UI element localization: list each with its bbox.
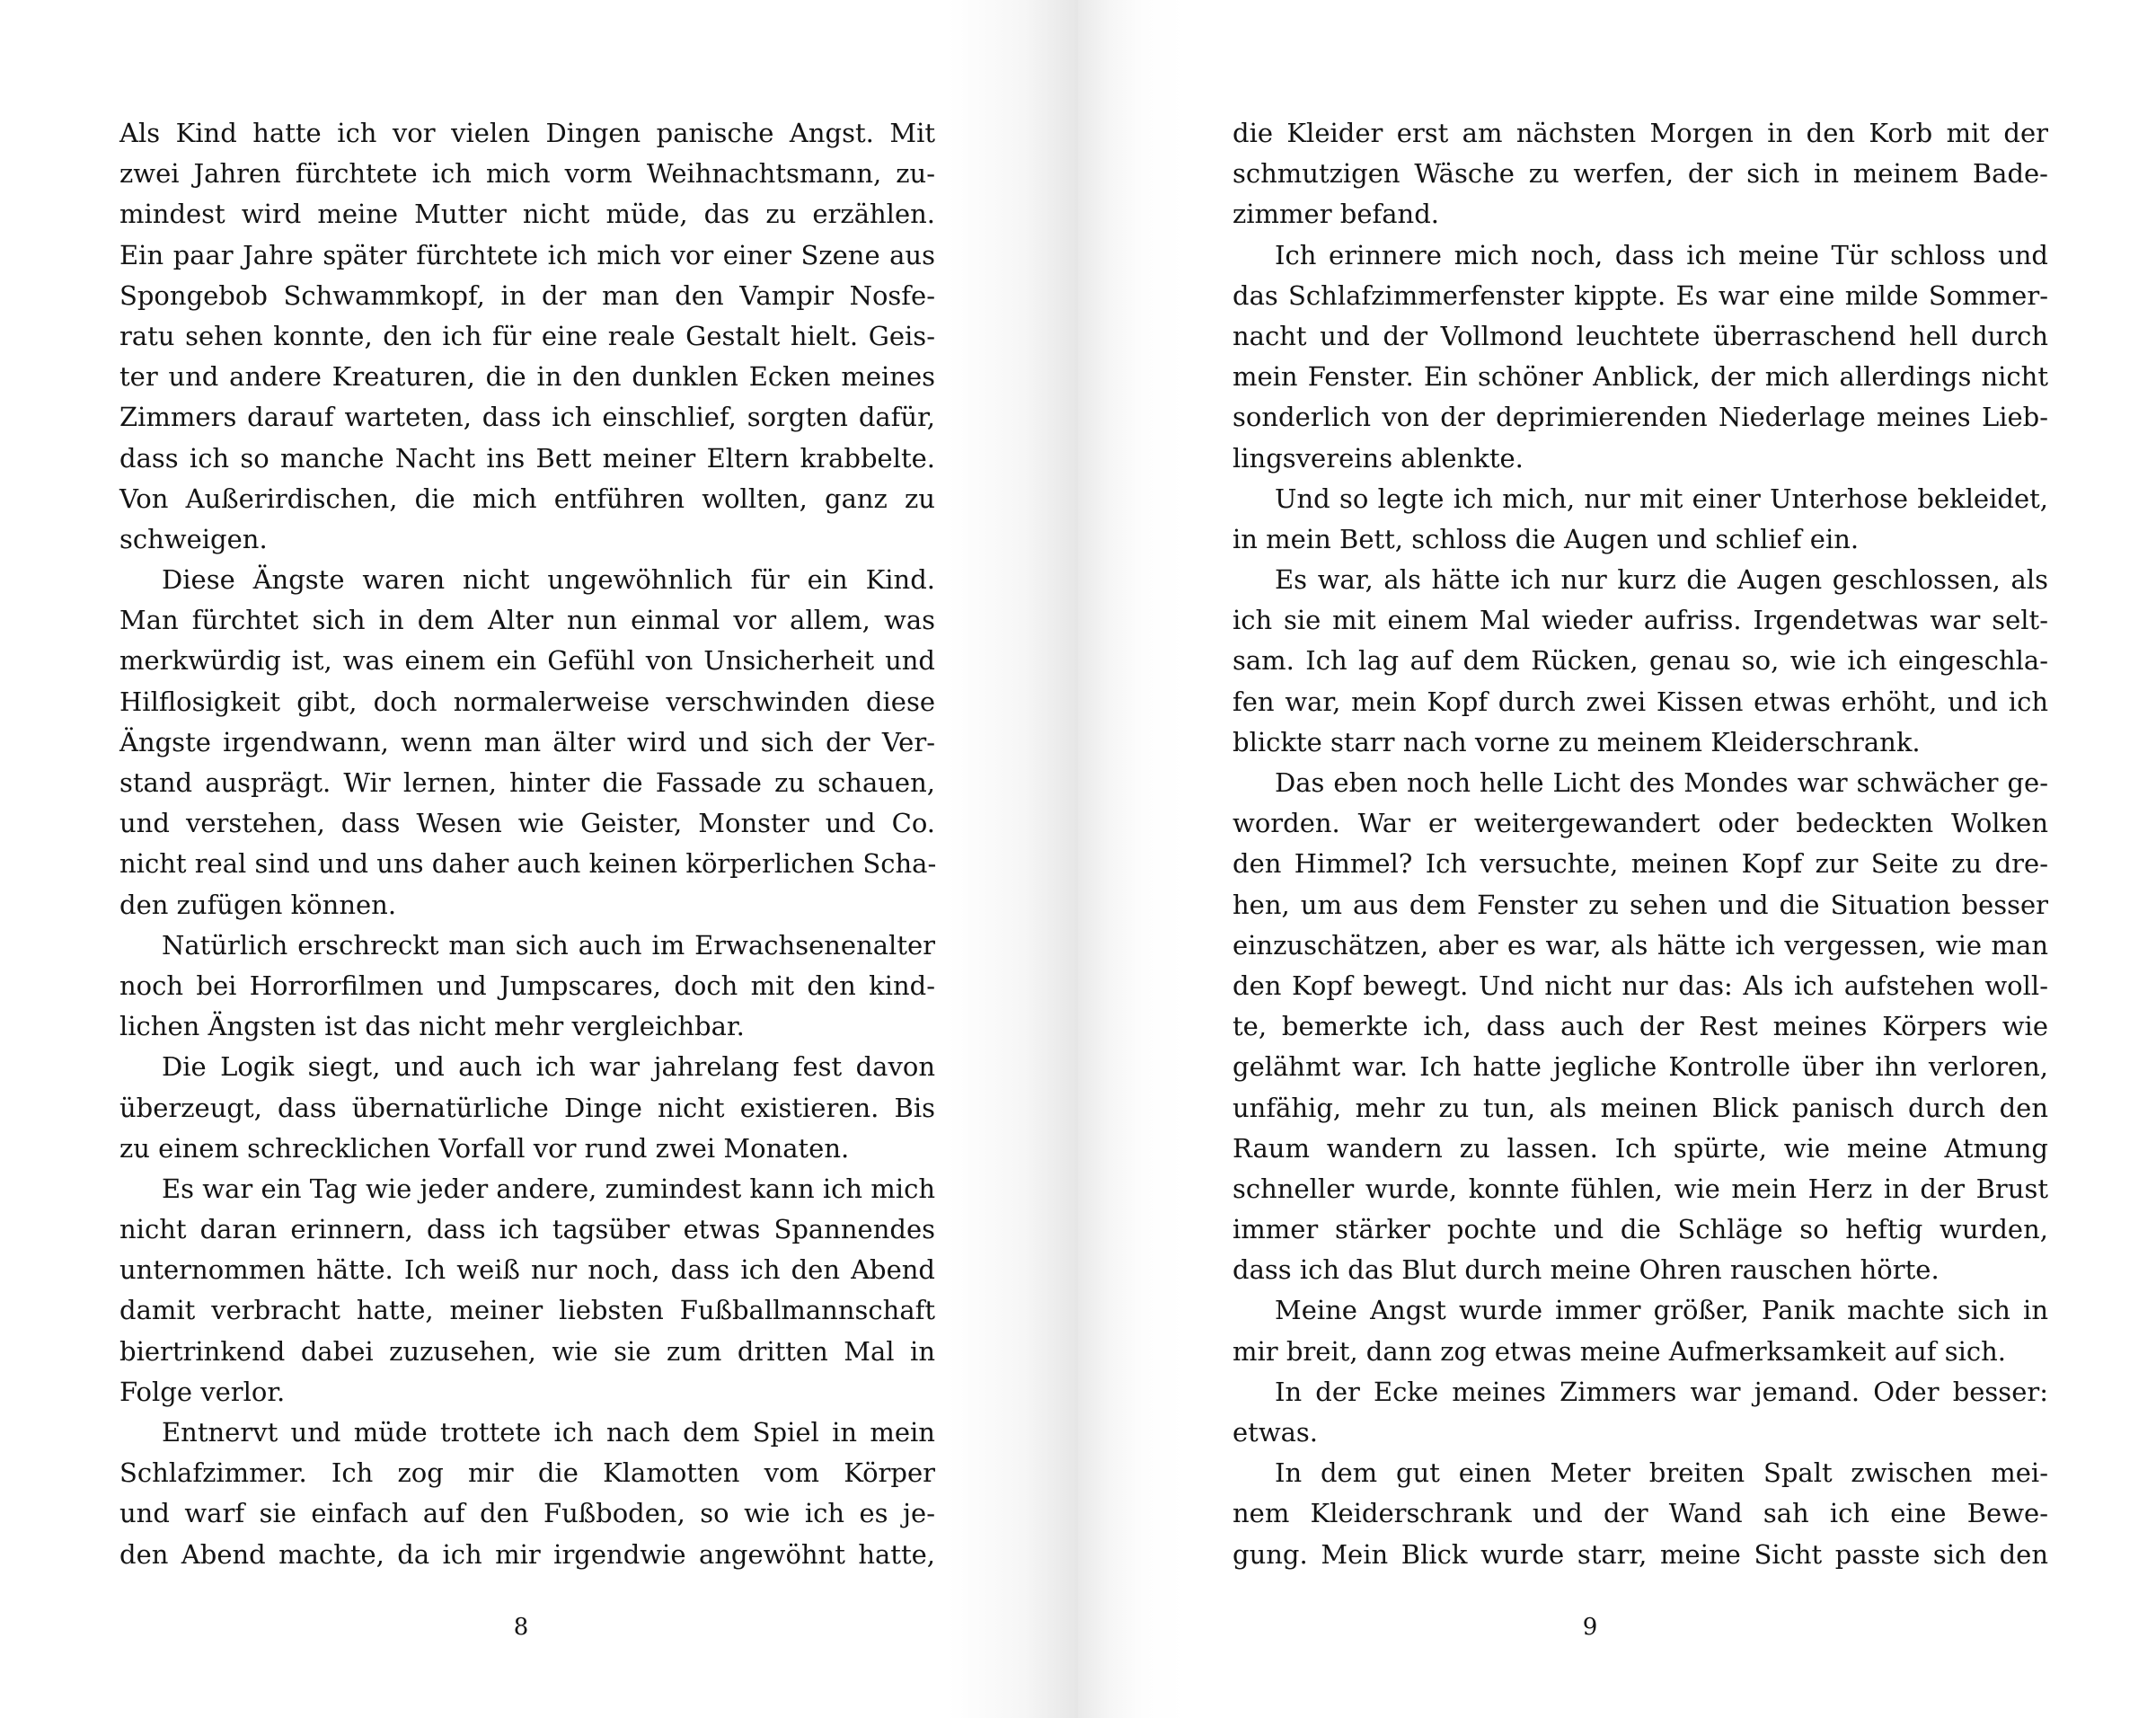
text-line: Natürlich erschreckt man sich auch im Erwachsenenalter <box>162 929 935 961</box>
text-line: Das eben noch helle Licht des Mondes war schwächer ge- <box>1275 767 2048 798</box>
text-line: fen war, mein Kopf durch zwei Kissen etwas erhöht, und ich <box>1233 686 2048 717</box>
text-line: dass ich das Blut durch meine Ohren rauschen hörte. <box>1233 1254 1940 1286</box>
text-line: Und so legte ich mich, nur mit einer Unterhose bekleidet, <box>1275 483 2048 514</box>
text-line: lingsvereins ablenkte. <box>1233 442 1524 474</box>
text-line: unternommen hätte. Ich weiß nur noch, dass ich den Abend <box>119 1254 935 1286</box>
text-line: In der Ecke meines Zimmers war jemand. Oder besser: <box>1275 1376 2048 1407</box>
text-line: dass ich so manche Nacht ins Bett meiner Eltern krabbelte. <box>119 442 935 474</box>
text-line: und warf sie einfach auf den Fußboden, so wie ich es je- <box>119 1498 935 1529</box>
text-line: zimmer befand. <box>1233 199 1440 230</box>
text-line: stand ausprägt. Wir lernen, hinter die Fassade zu schauen, <box>119 767 935 798</box>
text-line: Es war, als hätte ich nur kurz die Augen geschlossen, als <box>1275 564 2048 596</box>
text-line: Raum wandern zu lassen. Ich spürte, wie meine Atmung <box>1233 1132 2048 1164</box>
text-line: den Kopf bewegt. Und nicht nur das: Als ich aufstehen woll- <box>1233 970 2048 1001</box>
text-line: Ich erinnere mich noch, dass ich meine Tür schloss und <box>1275 239 2048 270</box>
text-line: immer stärker pochte und die Schläge so heftig wurden, <box>1233 1214 2048 1245</box>
text-line: zwei Jahren fürchtete ich mich vorm Weihnachtsmann, zu- <box>119 158 935 190</box>
right-page-number: 9 <box>1582 1614 1598 1641</box>
text-line: und verstehen, dass Wesen wie Geister, Monster und Co. <box>119 808 935 839</box>
text-line: blickte starr nach vorne zu meinem Kleiderschrank. <box>1233 726 1921 757</box>
text-line: gelähmt war. Ich hatte jegliche Kontrolle über ihn verloren, <box>1233 1051 2048 1083</box>
text-line: Zimmers darauf warteten, dass ich einschlief, sorgten dafür, <box>119 402 935 433</box>
text-line: den Himmel? Ich versuchte, meinen Kopf zur Seite zu dre- <box>1233 848 2048 880</box>
text-line: den Abend machte, da ich mir irgendwie angewöhnt hatte, <box>119 1538 935 1570</box>
text-line: hen, um aus dem Fenster zu sehen und die Situation besser <box>1233 889 2048 920</box>
text-line: in mein Bett, schloss die Augen und schlief ein. <box>1233 523 1860 554</box>
text-line: merkwürdig ist, was einem ein Gefühl von Unsicherheit und <box>119 645 935 677</box>
text-line: lichen Ängsten ist das nicht mehr vergleichbar. <box>119 1011 745 1042</box>
text-line: biertrinkend dabei zuzusehen, wie sie zum dritten Mal in <box>119 1335 935 1367</box>
text-line: zu einem schrecklichen Vorfall vor rund zwei Monaten. <box>119 1132 850 1164</box>
text-line: ratu sehen konnte, den ich für eine reale Gestalt hielt. Geis- <box>119 320 935 351</box>
text-line: einzuschätzen, aber es war, als hätte ich vergessen, wie man <box>1233 929 2048 961</box>
text-line: Man fürchtet sich in dem Alter nun einmal vor allem, was <box>119 605 935 636</box>
text-line: nicht real sind und uns daher auch keinen körperlichen Scha- <box>119 848 937 880</box>
text-line: Es war ein Tag wie jeder andere, zumindest kann ich mich <box>162 1173 935 1204</box>
text-line: mindest wird meine Mutter nicht müde, das zu erzählen. <box>119 199 935 230</box>
text-line: das Schlafzimmerfenster kippte. Es war eine milde Sommer- <box>1233 279 2048 311</box>
text-line: Ein paar Jahre später fürchtete ich mich vor einer Szene aus <box>119 239 935 270</box>
text-line: schweigen. <box>119 523 268 554</box>
text-line: noch bei Horrorfilmen und Jumpscares, doch mit den kind- <box>119 970 935 1001</box>
text-line: mein Fenster. Ein schöner Anblick, der mich allerdings nicht <box>1233 361 2048 393</box>
text-line: den zufügen können. <box>119 889 397 920</box>
text-line: Schlafzimmer. Ich zog mir die Klamotten vom Körper <box>119 1457 935 1489</box>
text-line: nicht daran erinnern, dass ich tagsüber etwas Spannendes <box>119 1214 935 1245</box>
left-page-text <box>119 113 935 1575</box>
left-page-number: 8 <box>513 1614 529 1641</box>
text-line: nem Kleiderschrank und der Wand sah ich eine Bewe- <box>1233 1498 2048 1529</box>
text-line: schmutzigen Wäsche zu werfen, der sich in meinem Bade- <box>1233 158 2048 190</box>
text-line: Als Kind hatte ich vor vielen Dingen panische Angst. Mit <box>119 118 935 148</box>
text-line: ich sie mit einem Mal wieder aufriss. Irgendetwas war selt- <box>1233 605 2048 636</box>
text-line: Diese Ängste waren nicht ungewöhnlich für ein Kind. <box>162 564 935 596</box>
text-line: schneller wurde, konnte fühlen, wie mein Herz in der Brust <box>1233 1173 2048 1204</box>
text-line: überzeugt, dass übernatürliche Dinge nicht existieren. Bis <box>119 1092 935 1123</box>
text-line: etwas. <box>1233 1417 1319 1448</box>
text-line: Folge verlor. <box>119 1376 286 1407</box>
text-line: mir breit, dann zog etwas meine Aufmerksamkeit auf sich. <box>1233 1335 2006 1367</box>
text-line: te, bemerkte ich, dass auch der Rest meines Körpers wie <box>1233 1011 2048 1042</box>
right-page <box>1078 0 2156 1718</box>
text-line: Ängste irgendwann, wenn man älter wird und sich der Ver- <box>119 726 935 757</box>
text-line: sam. Ich lag auf dem Rücken, genau so, wie ich eingeschla- <box>1233 645 2048 677</box>
text-line: Hilflosigkeit gibt, doch normalerweise verschwinden diese <box>119 686 935 717</box>
text-line: Spongebob Schwammkopf, in der man den Vampir Nosfe- <box>119 279 935 311</box>
text-line: sonderlich von der deprimierenden Niederlage meines Lieb- <box>1233 402 2048 433</box>
text-line: damit verbracht hatte, meiner liebsten Fußballmannschaft <box>119 1295 935 1326</box>
text-line: Von Außerirdischen, die mich entführen wollten, ganz zu <box>119 483 935 514</box>
text-line: nacht und der Vollmond leuchtete überraschend hell durch <box>1233 320 2048 351</box>
text-line: Die Logik siegt, und auch ich war jahrelang fest davon <box>162 1051 935 1083</box>
text-line: Entnervt und müde trottete ich nach dem Spiel in mein <box>162 1417 935 1448</box>
right-page-text <box>1233 113 2048 1575</box>
text-line: ter und andere Kreaturen, die in den dunklen Ecken meines <box>119 361 935 393</box>
text-line: worden. War er weitergewandert oder bedeckten Wolken <box>1233 808 2048 839</box>
text-line: Meine Angst wurde immer größer, Panik machte sich in <box>1275 1295 2048 1326</box>
text-line: unfähig, mehr zu tun, als meinen Blick panisch durch den <box>1233 1092 2048 1123</box>
text-line: In dem gut einen Meter breiten Spalt zwischen mei- <box>1275 1457 2048 1489</box>
text-line: die Kleider erst am nächsten Morgen in den Korb mit der <box>1233 118 2048 148</box>
text-line: gung. Mein Blick wurde starr, meine Sicht passte sich den <box>1233 1538 2048 1570</box>
